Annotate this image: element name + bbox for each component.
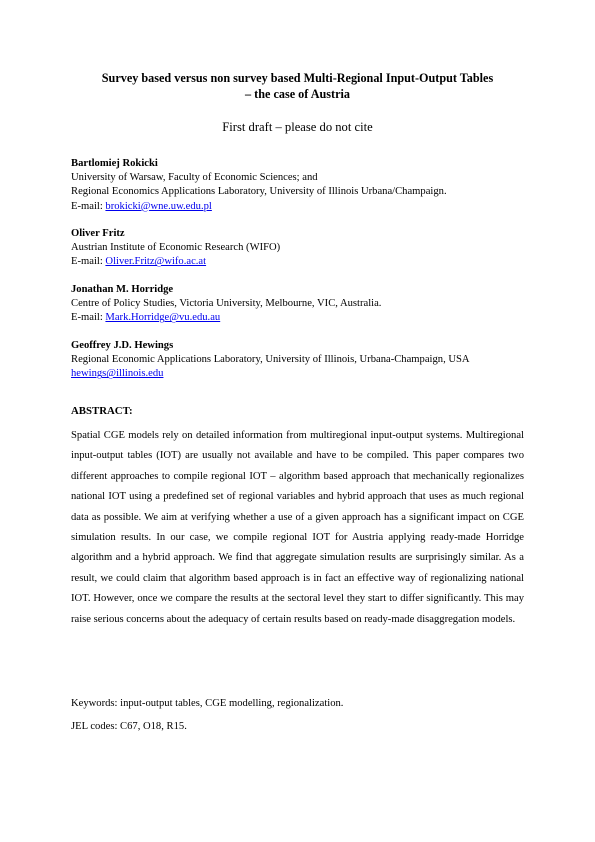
email-label: E-mail: [71,256,106,268]
author-name: Oliver Fritz [71,228,125,239]
abstract-text: Spatial CGE models rely on detailed information from multiregional input-output systems. Multiregional input-output tables (IOT) are usually not available and have to be compiled. This paper compares two different approaches to compile regional IOT – algorithm based approach that mechanically regionalizes national IOT using a predefined set of regional variables and hybrid approach that uses as much regional data as possible. We aim at verifying whether a use of a given approach has a significant impact on CGE simulation results. In our case, we compile regional IOT for Austria applying ready-made Horridge algorithm and a hybrid approach. We find that aggregate simulation results are surprisingly similar. As a result, we could claim that algorithm based approach is in fact an effective way of regionalizing national IOT. However, once we compare the results at the sectoral level they start to differ significantly. This may raise serious concerns about the adequacy of certain results based on ready-made disaggregation models. [71,430,524,625]
author-affiliation: Austrian Institute of Economic Research (WIFO) [71,242,281,254]
draft-notice: First draft – please do not cite [222,120,373,134]
author-email-line [71,255,541,269]
author-affiliation: University of Warsaw, Faculty of Economic Sciences; and [71,172,318,184]
author-email-link[interactable]: Mark.Horridge@vu.edu.au [105,312,221,324]
author-name: Bartlomiej Rokicki [71,158,158,169]
keywords: Keywords: input-output tables, CGE modelling, regionalization. [71,698,344,709]
email-label: E-mail: [71,200,106,212]
paper-title [60,70,535,102]
author-email-link[interactable]: hewings@illinois.edu [71,368,164,380]
author-email-link[interactable]: brokicki@wne.uw.edu.pl [105,200,212,212]
email-label: E-mail: [71,312,106,324]
author-block-fritz [71,227,541,270]
author-email-line [71,311,541,325]
author-block-hewings [71,339,541,382]
paper-title-line-1: Survey based versus non survey based Multi-Regional Input-Output Tables [101,71,494,85]
author-affiliation: Centre of Policy Studies, Victoria University, Melbourne, VIC, Australia. [71,298,382,310]
abstract-heading: ABSTRACT: [71,405,133,417]
paper-title-line-2: – the case of Austria [245,87,350,101]
author-name: Jonathan M. Horridge [71,284,174,295]
author-email-line [71,200,541,214]
author-email-line [71,367,541,381]
author-email-link[interactable]: Oliver.Fritz@wifo.ac.at [105,256,207,268]
jel-codes: JEL codes: C67, O18, R15. [71,721,187,732]
author-name: Geoffrey J.D. Hewings [71,340,174,351]
author-block-rokicki [71,157,541,214]
author-affiliation: Regional Economics Applications Laboratory, University of Illinois Urbana/Champaign. [71,186,447,198]
author-affiliation: Regional Economic Applications Laboratory, University of Illinois, Urbana-Champaign, USA [71,354,470,366]
author-block-horridge [71,283,541,326]
